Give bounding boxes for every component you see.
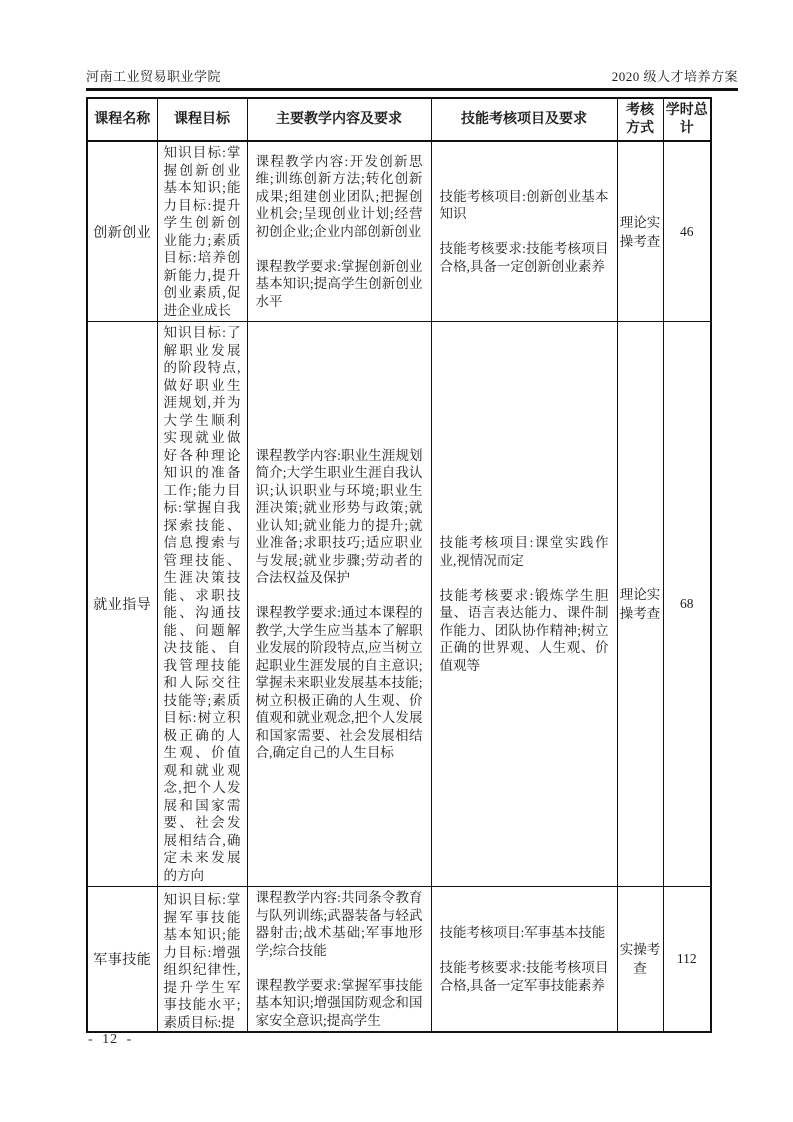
teaching-requirement-text: 课程教学要求:掌握军事技能基本知识;增强国防观念和国家安全意识;提高学生	[255, 977, 423, 1028]
assessment-method-text: 实操考查	[619, 942, 661, 976]
teaching-content-text: 课程教学内容:共同条令教育与队列训练;武器装备与轻武器射击;战术基础;军事地形学;综合技能	[255, 890, 423, 958]
cell-course-name	[87, 322, 157, 887]
cell-course-objectives	[157, 322, 247, 887]
course-name-label: 军事技能	[93, 953, 152, 968]
cell-course-objectives	[157, 141, 247, 322]
cell-assessment-method	[617, 141, 663, 322]
col-header-hours: 学时总计	[663, 98, 711, 141]
col-header-assessment: 技能考核项目及要求	[431, 98, 617, 141]
cell-assessment-method	[617, 322, 663, 887]
col-header-course-name: 课程名称	[87, 98, 157, 141]
col-header-objectives: 课程目标	[157, 98, 247, 141]
table-row-employment	[87, 322, 711, 887]
cell-course-name	[87, 887, 157, 1033]
cell-total-hours	[663, 322, 711, 887]
assessment-requirement-text: 技能考核要求:技能考核项目合格,具备一定军事技能素养	[439, 960, 609, 993]
header-rule	[86, 88, 738, 91]
assessment-requirement-text: 技能考核要求:锻炼学生胆量、语言表达能力、课件制作能力、团队协作精神;树立正确的世界观、人生观、价值观等	[439, 587, 609, 673]
assessment-requirement-text: 技能考核要求:技能考核项目合格,具备一定创新创业素养	[439, 241, 609, 274]
teaching-requirement-text: 课程教学要求:掌握创新创业基本知识;提高学生创新创业水平	[255, 258, 423, 309]
objectives-text: 知识目标:掌握军事技能基本知识;能力目标:增强组织纪律性,提升学生军事技能水平;素质目标:提	[163, 892, 241, 1029]
cell-skill-assessment	[431, 141, 617, 322]
table-row-innovation	[87, 141, 711, 322]
cell-skill-assessment	[431, 322, 617, 887]
teaching-requirement-text: 课程教学要求:通过本课程的教学,大学生应当基本了解职业发展的阶段特点,应当树立起职业生涯发展的自主意识;掌握未来职业发展基本技能;树立积极正确的人生观、价值观和就业观念,把个人发展和国家需要、社会发展相结合,确定自己的人生目标	[255, 605, 423, 760]
total-hours-value: 68	[680, 596, 694, 611]
table-header-row	[87, 98, 711, 141]
assessment-project-text: 技能考核项目:课堂实践作业,视情况而定	[439, 535, 609, 568]
header-school-name: 河南工业贸易职业学院	[86, 69, 222, 84]
cell-course-objectives	[157, 887, 247, 1033]
assessment-project-text: 技能考核项目:军事基本技能	[439, 925, 606, 940]
cell-course-name	[87, 141, 157, 322]
curriculum-table	[86, 97, 712, 1033]
teaching-content-text: 课程教学内容:开发创新思维;训练创新方法;转化创新成果;组建创业团队;把握创业机会;呈现创业计划;经营初创企业;企业内部创新创业	[255, 153, 423, 239]
teaching-content-text: 课程教学内容:职业生涯规划简介;大学生职业生涯自我认识;认识职业与环境;职业生涯决策;就业形势与政策;就业认知;就业能力的提升;就业准备;求职技巧;适应职业与发展;就业步骤;劳动者的合法权益及保护	[255, 447, 423, 585]
col-header-method: 考核方式	[617, 98, 663, 141]
objectives-text: 知识目标:了解职业发展的阶段特点,做好职业生涯规划,并为大学生顺利实现就业做好各种理论知识的准备工作;能力目标:掌握自我探索技能、信息搜索与管理技能、生涯决策技能、求职技能、沟通技能、问题解决技能、自我管理技能和人际交往技能等;素质目标:树立积极正确的人生观、价值观和就业观念,把个人发展和国家需要、社会发展相结合,确定未来发展的方向	[163, 325, 241, 883]
cell-assessment-method	[617, 887, 663, 1033]
cell-teaching-content	[247, 141, 431, 322]
cell-total-hours	[663, 887, 711, 1033]
assessment-method-text: 理论实操考查	[619, 587, 661, 621]
cell-teaching-content	[247, 887, 431, 1033]
assessment-project-text: 技能考核项目:创新创业基本知识	[439, 188, 609, 222]
table-row-military	[87, 887, 711, 1033]
cell-skill-assessment	[431, 887, 617, 1033]
course-name-label: 就业指导	[93, 598, 152, 613]
header-plan-title: 2020 级人才培养方案	[611, 69, 738, 84]
objectives-text: 知识目标:掌握创新创业基本知识;能力目标:提升学生创新创业能力;素质目标:培养创新能力,提升创业素质,促进企业成长	[163, 145, 241, 318]
cell-total-hours	[663, 141, 711, 322]
total-hours-value: 46	[680, 223, 694, 239]
page-header	[86, 66, 738, 85]
cell-teaching-content	[247, 322, 431, 887]
page-number: - 12 -	[88, 1032, 133, 1047]
course-name-label: 创新创业	[93, 225, 152, 241]
total-hours-value: 112	[676, 951, 697, 966]
assessment-method-text: 理论实操考查	[619, 214, 661, 249]
col-header-content: 主要教学内容及要求	[247, 98, 431, 141]
